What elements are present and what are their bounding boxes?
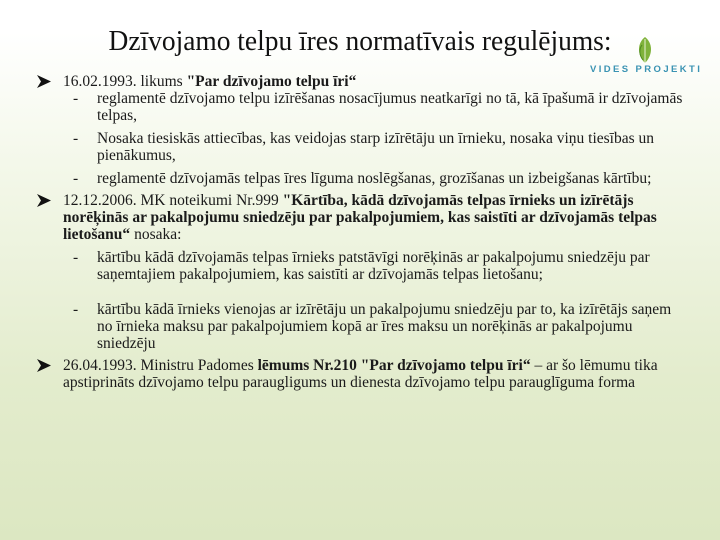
bullet-segment-bold: lēmums Nr.210 "Par dzīvojamo telpu īri“ bbox=[257, 357, 531, 374]
sub-item-text: kārtību kādā īrnieks vienojas ar izīrētāju un pakalpojumu sniedzēju par to, ka izīrētājs saņem no īrnieka maksu par pakalpojumiem kopā ar īres maksu un norēķinās ar pakalpojumu sniedzēju bbox=[97, 301, 672, 352]
bullet-law-1993 bbox=[36, 73, 686, 90]
sub-item bbox=[36, 249, 686, 283]
slide-title: Dzīvojamo telpu īres normatīvais regulējums: bbox=[108, 26, 612, 57]
bullet-decision-1993 bbox=[36, 357, 686, 391]
dash-marker: - bbox=[73, 90, 79, 107]
bullet-segment-bold: "Par dzīvojamo telpu īri“ bbox=[186, 73, 357, 90]
logo-text: VIDES PROJEKTI bbox=[590, 64, 703, 75]
sub-item bbox=[36, 170, 686, 187]
arrow-bullet-icon bbox=[36, 192, 52, 209]
bullet-segment: nosaka: bbox=[130, 226, 182, 243]
sub-item bbox=[36, 301, 686, 352]
sub-item bbox=[36, 90, 686, 124]
arrow-bullet-icon bbox=[36, 73, 52, 90]
leaf-icon bbox=[639, 37, 651, 63]
sub-list bbox=[36, 90, 686, 187]
slide-content bbox=[36, 73, 686, 391]
arrow-bullet-icon bbox=[36, 357, 52, 374]
bullet-segment-bold: "Kārtība, kādā dzīvojamās telpas īrnieks un izīrētājs norēķinās ar pakalpojumu sniedzēju par pakalpojumiem, kas saistīti ar dzīvojamās telpas lietošanu“ bbox=[63, 192, 657, 243]
bullet-segment: 16.02.1993. likums bbox=[63, 73, 187, 90]
dash-marker: - bbox=[73, 301, 79, 318]
bullet-segment: 26.04.1993. Ministru Padomes bbox=[63, 357, 258, 374]
bullet-segment: 12.12.2006. MK noteikumi Nr.999 bbox=[63, 192, 283, 209]
sub-item-text: kārtību kādā dzīvojamās telpas īrnieks patstāvīgi norēķinās ar pakalpojumu sniedzēju par saņemtajiem pakalpojumiem, kas saistīti ar dzīvojamās telpas lietošanu; bbox=[97, 249, 650, 283]
bullet-segment: – ar šo lēmumu tika apstiprināts dzīvojamo telpu paraugligums un dienesta dzīvojamo telpu parauglīguma forma bbox=[63, 357, 658, 391]
sub-item-text: Nosaka tiesiskās attiecības, kas veidojas starp izīrētāju un īrnieku, nosaka viņu tiesības un pienākumus, bbox=[97, 130, 655, 164]
bullet-mk-regulation-2006 bbox=[36, 192, 686, 243]
dash-marker: - bbox=[73, 170, 79, 187]
dash-marker: - bbox=[73, 130, 79, 147]
sub-item-text: reglamentē dzīvojamās telpas īres līguma noslēgšanas, grozīšanas un izbeigšanas kārtību; bbox=[97, 170, 652, 187]
sub-item bbox=[36, 130, 686, 164]
sub-list bbox=[36, 249, 686, 352]
dash-marker: - bbox=[73, 249, 79, 266]
sub-item-text: reglamentē dzīvojamo telpu izīrēšanas nosacījumus neatkarīgi no tā, kā īpašumā ir dzīvojamās telpas, bbox=[97, 90, 683, 124]
